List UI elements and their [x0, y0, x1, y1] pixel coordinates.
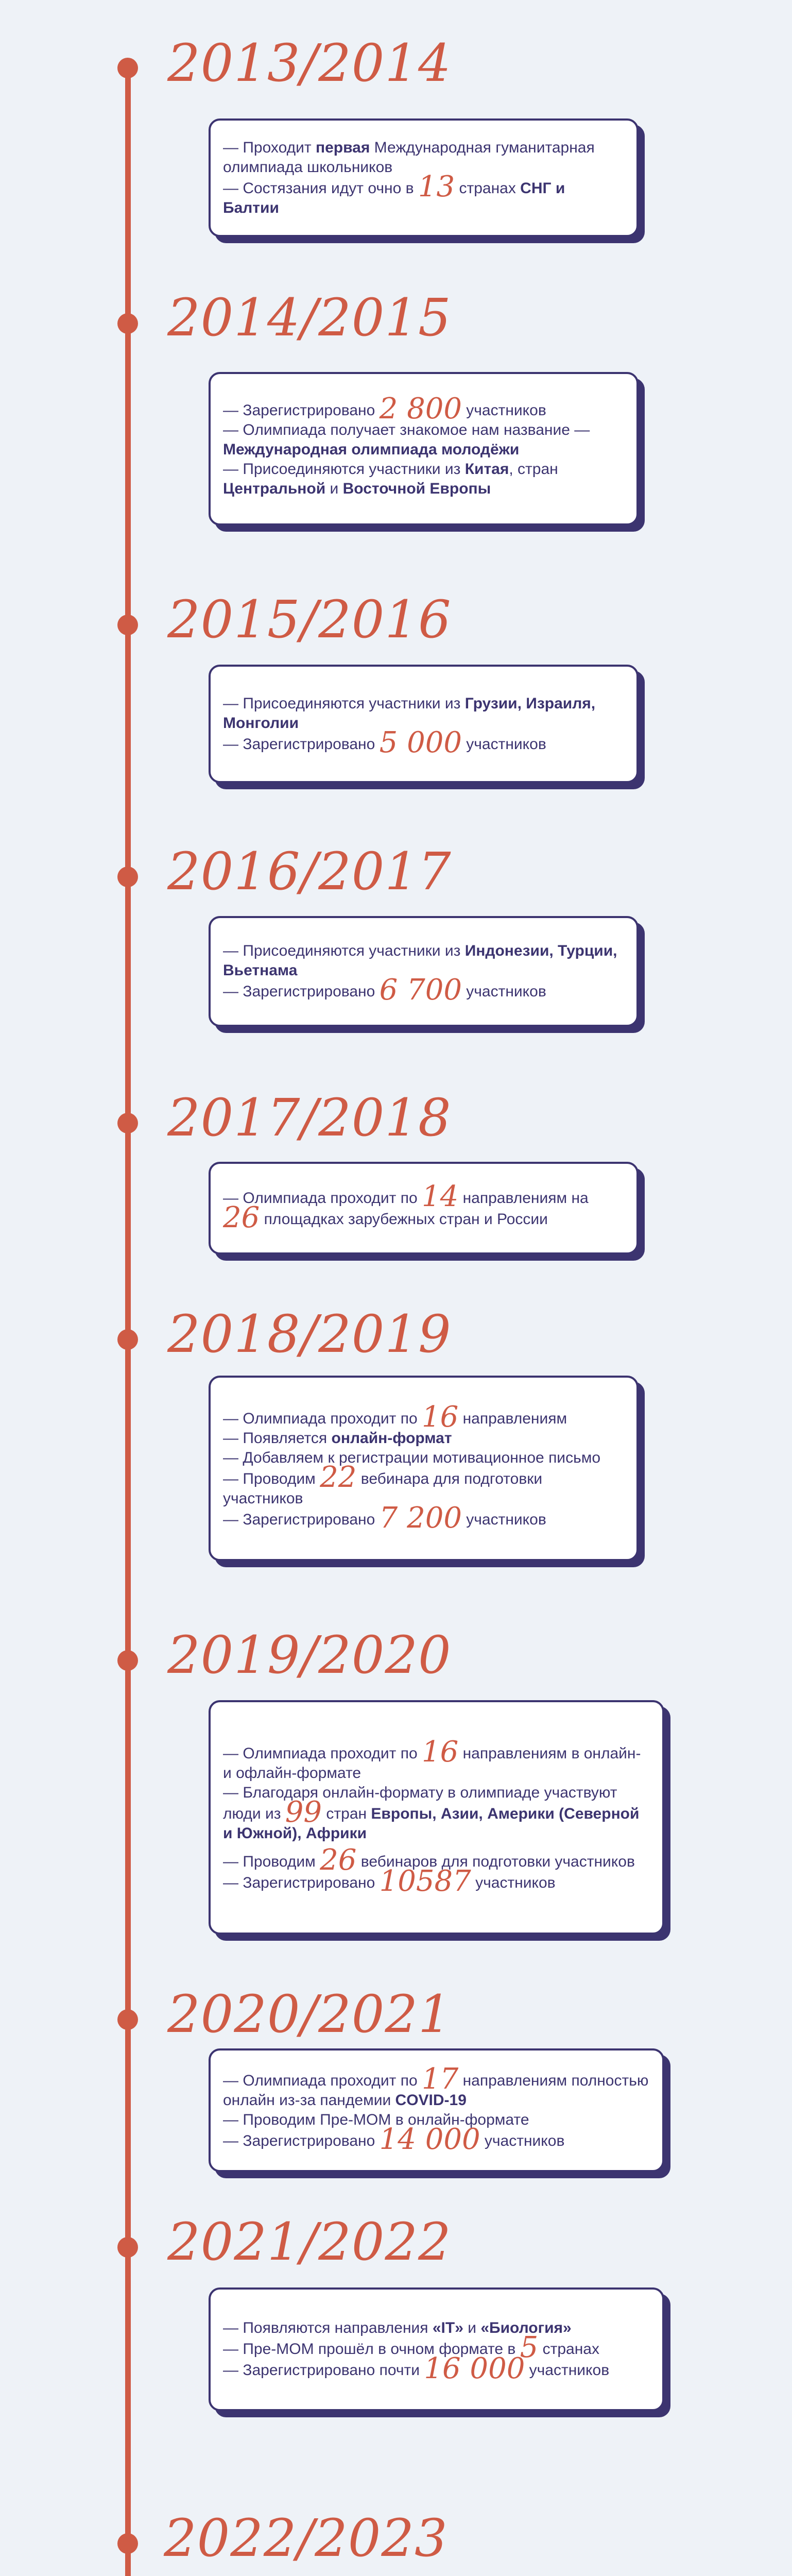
line-text: — Зарегистрировано [223, 2132, 380, 2149]
line-text: вебинара для подготовки участников [223, 1470, 543, 1507]
line-text: — Присоединяются участники из [223, 942, 465, 959]
line-text: — Появляется [223, 1429, 332, 1447]
highlight-number: 16 000 [424, 2352, 525, 2385]
highlight-number: 7 200 [379, 1501, 462, 1535]
timeline-dot [117, 1650, 138, 1671]
line-bold-text: первая [315, 139, 370, 156]
line-bold-text: Китая [464, 460, 509, 478]
line-text: и [325, 480, 343, 497]
period-year: 2014/2015 [167, 287, 452, 348]
line-bold-text: «IT» [432, 2319, 463, 2336]
highlight-number: 17 [422, 2062, 459, 2096]
period-card [209, 1700, 664, 1935]
line-text: Международная гуманитарная олимпиада школьников [223, 139, 595, 176]
period-year: 2013/2014 [167, 33, 452, 93]
period-line [223, 420, 624, 460]
period-card [209, 1162, 639, 1255]
period-line [223, 460, 624, 499]
line-text: — Зарегистрировано [223, 1511, 380, 1528]
line-text: — Добавляем к регистрации мотивационное письмо [223, 1449, 601, 1466]
timeline-dot [117, 867, 138, 887]
period-line [223, 1783, 650, 1843]
line-text: участников [471, 1874, 556, 1891]
line-bold-text: СНГ и Балтии [223, 179, 565, 216]
period-card [209, 1376, 639, 1561]
line-text: площадках зарубежных стран и России [260, 1211, 548, 1228]
line-text: — Олимпиада проходит по [223, 2072, 422, 2089]
line-text: — Зарегистрировано [223, 983, 380, 1000]
line-bold-text: COVID-19 [395, 2092, 467, 2109]
line-bold-text: Грузии, Израиля, Монголии [223, 694, 596, 732]
highlight-number: 5 [520, 2331, 539, 2364]
period-card [209, 372, 639, 526]
line-text: участников [525, 2362, 610, 2379]
line-text: участников [461, 401, 546, 419]
line-text: — Проводим Пре-МОМ в онлайн-формате [223, 2111, 529, 2128]
period-year: 2019/2020 [167, 1625, 452, 1685]
line-text: участников [461, 1511, 546, 1528]
line-text: — Проводим [223, 1470, 320, 1487]
timeline-dot [117, 2009, 138, 2030]
line-text: — Зарегистрировано [223, 401, 380, 419]
line-text: — Проводим [223, 1853, 320, 1870]
line-text: — Олимпиада проходит по [223, 1190, 422, 1207]
line-bold-text: Международная олимпиада молодёжи [223, 440, 520, 458]
line-text: направлениям полностью онлайн из-за пандемии [223, 2072, 649, 2109]
highlight-number: 10587 [379, 1864, 471, 1898]
line-text: — Присоединяются участники из [223, 694, 465, 712]
highlight-number: 16 [422, 1400, 459, 1434]
line-text: — Зарегистрировано [223, 1874, 380, 1891]
period-line [223, 1180, 624, 1234]
period-line [223, 1429, 624, 1448]
line-bold-text: Индонезии, Турции, Вьетнама [223, 942, 617, 979]
period-line [223, 2123, 650, 2156]
timeline-line [125, 66, 131, 2576]
line-text: — Зарегистрировано [223, 735, 380, 753]
period-line [223, 1400, 624, 1434]
period-line [223, 973, 624, 1007]
line-text: — Олимпиада проходит по [223, 1744, 422, 1762]
timeline-dot [117, 2533, 138, 2554]
line-text: направлениям в онлайн- и офлайн-формате [223, 1744, 641, 1782]
period-year: 2021/2022 [167, 2212, 452, 2272]
period-year: 2018/2019 [167, 1304, 452, 1364]
period-line [223, 1735, 650, 1783]
period-card [209, 118, 639, 237]
line-text: участников [461, 983, 546, 1000]
period-card [209, 916, 639, 1027]
period-line [223, 2062, 650, 2110]
line-text: странах [538, 2341, 599, 2358]
highlight-number: 22 [320, 1460, 357, 1494]
line-text: стран [322, 1805, 371, 1822]
line-text: — Присоединяются участники из [223, 460, 465, 478]
line-text: — Проходит [223, 139, 316, 156]
line-bold-text: Европы, Азии, Америки (Северной и Южной), Африки [223, 1805, 640, 1842]
timeline-dot [117, 2237, 138, 2258]
highlight-number: 13 [418, 170, 455, 204]
timeline-dot [117, 1329, 138, 1350]
line-text: направлениям на [458, 1190, 589, 1207]
highlight-number: 26 [223, 1201, 260, 1234]
line-text: и [463, 2319, 481, 2336]
timeline-dot [117, 58, 138, 78]
line-text: — Олимпиада проходит по [223, 1410, 422, 1427]
highlight-number: 99 [285, 1795, 322, 1829]
line-bold-text: онлайн-формат [331, 1429, 452, 1447]
period-line [223, 2318, 650, 2338]
line-text: направлениям [458, 1410, 567, 1427]
timeline-dot [117, 1113, 138, 1133]
timeline-dot [117, 313, 138, 334]
line-text: участников [461, 735, 546, 753]
period-year: 2017/2018 [167, 1088, 452, 1148]
line-text: — Зарегистрировано почти [223, 2362, 424, 2379]
line-text: , стран [509, 460, 558, 478]
period-line [223, 1864, 650, 1898]
line-text: участников [480, 2132, 565, 2149]
period-line [223, 1501, 624, 1535]
line-text: — Благодаря онлайн-формату в олимпиаде участвуют люди из [223, 1784, 617, 1822]
line-text: — Состязания идут очно в [223, 179, 418, 197]
highlight-number: 5 000 [379, 725, 462, 759]
timeline-dot [117, 615, 138, 635]
highlight-number: 14 [422, 1180, 459, 1213]
highlight-number: 6 700 [379, 973, 462, 1007]
period-line [223, 170, 624, 218]
line-bold-text: Восточной Европы [342, 480, 491, 497]
period-year: 2016/2017 [167, 841, 452, 902]
period-year: 2020/2021 [167, 1984, 452, 2044]
period-year: 2022/2023 [164, 2508, 448, 2568]
highlight-number: 26 [320, 1843, 357, 1877]
highlight-number: 2 800 [379, 392, 462, 426]
line-text: — Пре-МОМ прошёл в очном формате в [223, 2341, 520, 2358]
line-text: вебинаров для подготовки участников [356, 1853, 635, 1870]
period-year: 2015/2016 [167, 589, 452, 650]
period-card [209, 2048, 664, 2172]
period-line [223, 392, 624, 426]
period-card [209, 2287, 664, 2411]
line-bold-text: «Биология» [480, 2319, 572, 2336]
line-bold-text: Центральной [223, 480, 326, 497]
period-line [223, 725, 624, 759]
line-text: странах [455, 179, 521, 197]
highlight-number: 14 000 [379, 2123, 480, 2156]
period-line [223, 2352, 650, 2385]
period-line [223, 1448, 624, 1468]
line-text: — Олимпиада получает знакомое нам название — [223, 421, 590, 438]
line-text: — Появляются направления [223, 2319, 433, 2336]
highlight-number: 16 [422, 1735, 459, 1769]
period-card [209, 665, 639, 783]
